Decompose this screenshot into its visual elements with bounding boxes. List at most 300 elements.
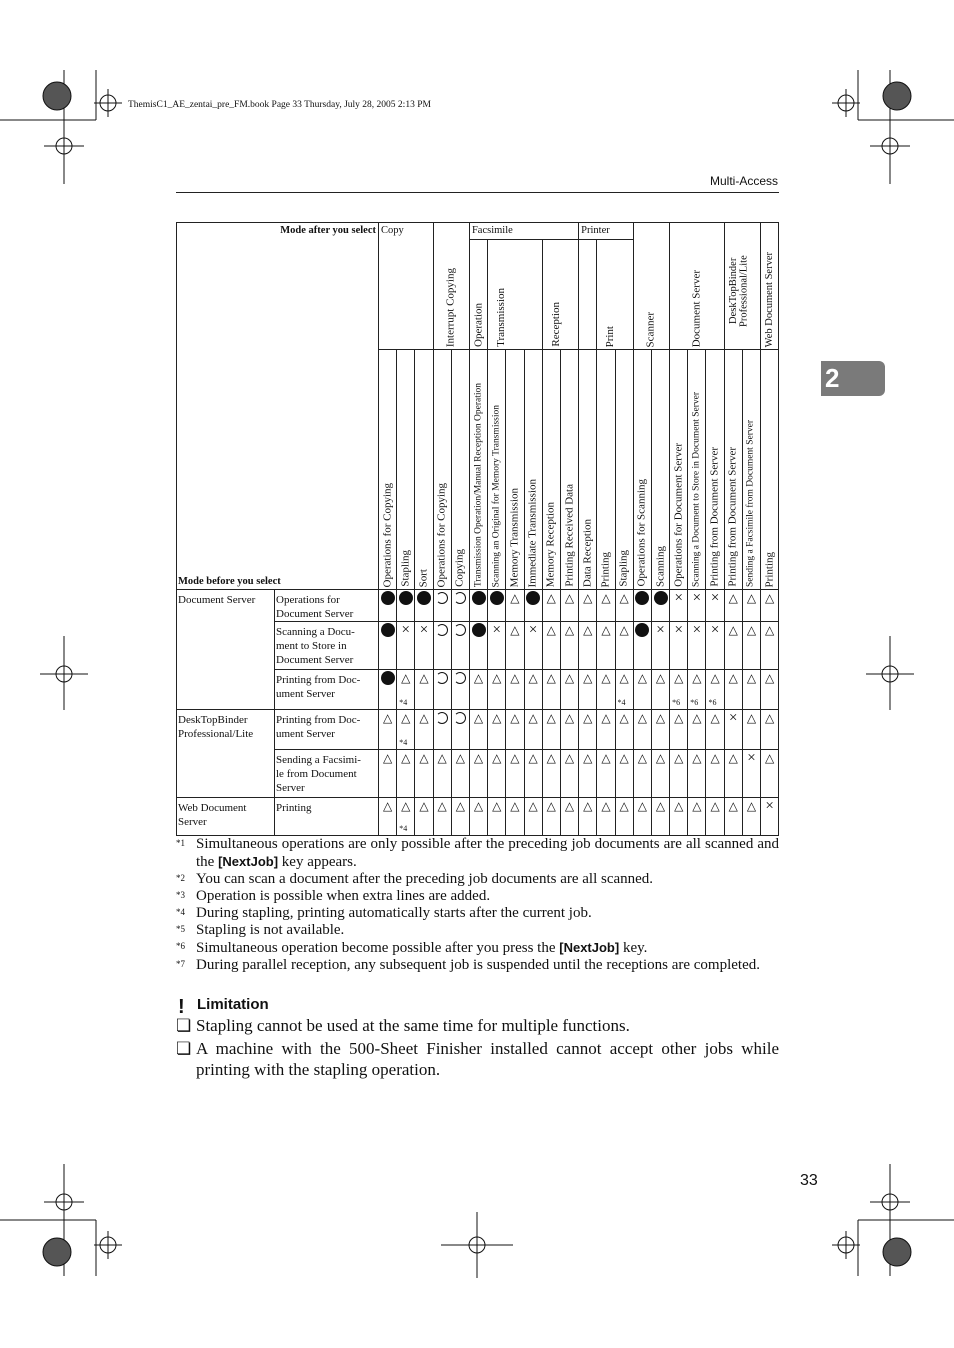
matrix-cell — [524, 798, 542, 836]
matrix-cell — [415, 670, 433, 710]
matrix-cell — [670, 750, 688, 798]
multi-access-table — [176, 222, 779, 836]
row-label: Printing from Doc- ument Server — [275, 710, 379, 750]
matrix-cell — [724, 670, 742, 710]
matrix-cell — [433, 590, 451, 622]
triangle-icon: △ — [710, 799, 720, 813]
limitation-item: ❏ A machine with the 500-Sheet Finisher installed cannot accept other jobs while printing with the stapling operation. — [176, 1039, 779, 1079]
matrix-cell — [633, 622, 651, 670]
cross-icon: × — [747, 750, 756, 766]
matrix-cell — [688, 622, 706, 670]
column-header: Stapling — [615, 350, 633, 590]
column-header: Printing from Document Server — [724, 350, 742, 590]
full-circle-icon — [381, 623, 395, 637]
full-circle-icon — [635, 623, 649, 637]
matrix-cell — [506, 670, 524, 710]
triangle-icon: △ — [382, 799, 393, 813]
matrix-cell — [379, 670, 397, 710]
cross-icon: × — [492, 622, 501, 638]
triangle-icon: △ — [765, 671, 775, 685]
matrix-cell — [579, 798, 597, 836]
column-header: Data Reception — [579, 350, 597, 590]
matrix-cell — [397, 622, 415, 670]
matrix-cell — [433, 798, 451, 836]
triangle-icon: △ — [746, 671, 757, 685]
triangle-icon: △ — [637, 671, 647, 685]
matrix-cell — [488, 750, 506, 798]
mode-before-label: Mode before you select — [178, 576, 281, 587]
full-circle-icon — [490, 591, 504, 605]
row-group-label: Document Server — [177, 590, 275, 710]
matrix-cell — [506, 798, 524, 836]
triangle-icon: △ — [510, 671, 520, 685]
triangle-icon: △ — [419, 799, 429, 813]
matrix-cell — [524, 622, 542, 670]
triangle-icon: △ — [546, 799, 556, 813]
matrix-cell — [397, 798, 415, 836]
triangle-icon: △ — [710, 751, 720, 765]
footnote-ref: *4 — [617, 698, 626, 707]
matrix-cell — [615, 622, 633, 670]
matrix-cell — [615, 670, 633, 710]
matrix-cell — [742, 798, 760, 836]
matrix-cell — [670, 670, 688, 710]
triangle-icon: △ — [692, 799, 702, 813]
full-circle-icon — [635, 591, 649, 605]
full-circle-icon — [417, 591, 431, 605]
matrix-cell — [724, 590, 742, 622]
triangle-icon: △ — [510, 711, 520, 725]
matrix-cell — [433, 622, 451, 670]
triangle-icon: △ — [492, 799, 502, 813]
matrix-cell — [670, 798, 688, 836]
matrix-cell — [597, 590, 615, 622]
matrix-cell — [724, 710, 742, 750]
matrix-cell — [560, 622, 578, 670]
matrix-cell — [469, 670, 487, 710]
triangle-icon: △ — [674, 751, 684, 765]
triangle-icon: △ — [746, 623, 757, 637]
triangle-icon: △ — [437, 751, 447, 765]
triangle-icon: △ — [728, 799, 738, 813]
matrix-cell — [761, 710, 779, 750]
triangle-icon: △ — [601, 623, 611, 637]
column-header: Scanning a Document to Store in Document Server — [688, 350, 706, 590]
column-header: Scanning an Original for Memory Transmission — [488, 350, 506, 590]
footnote-ref: *6 — [672, 698, 681, 707]
footnotes — [176, 836, 779, 974]
column-header: Stapling — [397, 350, 415, 590]
matrix-cell — [560, 590, 578, 622]
matrix-cell — [451, 622, 469, 670]
chapter-tab: 2 — [821, 361, 885, 396]
matrix-cell — [379, 622, 397, 670]
running-header: Multi-Access — [709, 174, 778, 188]
matrix-cell — [488, 622, 506, 670]
triangle-icon: △ — [728, 751, 738, 765]
matrix-cell — [579, 670, 597, 710]
footnote-ref: *6 — [690, 698, 699, 707]
triangle-icon: △ — [637, 751, 647, 765]
matrix-cell — [451, 750, 469, 798]
mode-after-label: Mode after you select — [280, 225, 376, 236]
triangle-icon: △ — [510, 623, 520, 637]
matrix-cell — [651, 798, 669, 836]
matrix-cell — [469, 798, 487, 836]
column-header: Printing — [597, 350, 615, 590]
half-circle-icon — [454, 592, 466, 604]
cross-icon: × — [656, 622, 665, 638]
column-header: Sort — [415, 350, 433, 590]
row-group-label: Web Document Server — [177, 798, 275, 836]
cross-icon: × — [674, 590, 683, 606]
matrix-cell — [706, 798, 724, 836]
checkbox-bullet-icon: ❏ — [176, 1016, 192, 1035]
triangle-icon: △ — [637, 799, 647, 813]
subgroup-data-reception-blank — [579, 240, 597, 350]
table-row — [177, 590, 779, 622]
row-group-label: DeskTopBinder Professional/Lite — [177, 710, 275, 798]
matrix-cell — [415, 710, 433, 750]
subgroup-reception: Reception — [542, 240, 578, 350]
triangle-icon: △ — [510, 799, 520, 813]
triangle-icon: △ — [619, 799, 629, 813]
matrix-cell — [706, 590, 724, 622]
triangle-icon: △ — [419, 711, 429, 725]
matrix-cell — [415, 622, 433, 670]
triangle-icon: △ — [728, 623, 738, 637]
triangle-icon: △ — [546, 751, 556, 765]
full-circle-icon — [381, 671, 395, 685]
triangle-icon: △ — [655, 799, 666, 813]
matrix-cell — [560, 750, 578, 798]
triangle-icon: △ — [583, 751, 593, 765]
limitation-section — [176, 996, 779, 1080]
column-header: Operations for Copying — [379, 350, 397, 590]
matrix-cell — [761, 622, 779, 670]
page-number: 33 — [800, 1172, 818, 1189]
triangle-icon: △ — [655, 711, 666, 725]
matrix-cell — [706, 710, 724, 750]
matrix-cell — [706, 750, 724, 798]
matrix-cell — [415, 590, 433, 622]
matrix-cell — [670, 622, 688, 670]
header-rule — [176, 192, 779, 193]
subgroup-print: Print — [597, 240, 633, 350]
matrix-cell — [651, 710, 669, 750]
triangle-icon: △ — [382, 711, 393, 725]
nextjob-key-label: [NextJob] — [218, 854, 279, 869]
exclamation-icon: ! — [178, 996, 185, 1018]
triangle-icon: △ — [564, 751, 575, 765]
footnote: *3 Operation is possible when extra lines are added. — [176, 888, 491, 904]
full-circle-icon — [399, 591, 413, 605]
matrix-cell — [579, 590, 597, 622]
matrix-cell — [597, 670, 615, 710]
column-header: Printing from Document Server — [706, 350, 724, 590]
full-circle-icon — [472, 623, 486, 637]
cross-icon: × — [710, 590, 720, 606]
matrix-cell — [379, 710, 397, 750]
triangle-icon: △ — [528, 711, 538, 725]
matrix-cell — [524, 750, 542, 798]
footnote: *2 You can scan a document after the preceding job documents are all scanned. — [176, 871, 654, 887]
matrix-cell — [579, 750, 597, 798]
triangle-icon: △ — [601, 751, 611, 765]
half-circle-icon — [454, 624, 466, 636]
matrix-cell — [488, 590, 506, 622]
matrix-cell — [742, 622, 760, 670]
triangle-icon: △ — [583, 591, 593, 605]
triangle-icon: △ — [655, 671, 666, 685]
matrix-cell — [542, 798, 560, 836]
full-circle-icon — [654, 591, 668, 605]
row-label: Operations for Document Server — [275, 590, 379, 622]
triangle-icon: △ — [492, 671, 502, 685]
matrix-cell — [742, 670, 760, 710]
triangle-icon: △ — [546, 591, 556, 605]
cross-icon: × — [692, 622, 702, 638]
matrix-cell — [433, 670, 451, 710]
triangle-icon: △ — [765, 751, 775, 765]
matrix-cell — [560, 670, 578, 710]
half-circle-icon — [436, 712, 448, 724]
group-document-server: Document Server — [670, 223, 725, 350]
matrix-cell — [451, 590, 469, 622]
column-header: Copying — [451, 350, 469, 590]
triangle-icon: △ — [455, 799, 465, 813]
matrix-cell — [560, 710, 578, 750]
row-label: Scanning a Docu- ment to Store in Document Server — [275, 622, 379, 670]
matrix-cell — [542, 590, 560, 622]
column-header: Memory Reception — [542, 350, 560, 590]
matrix-cell — [451, 670, 469, 710]
triangle-icon: △ — [564, 623, 575, 637]
triangle-icon: △ — [528, 671, 538, 685]
matrix-cell — [542, 622, 560, 670]
row-label: Printing from Doc- ument Server — [275, 670, 379, 710]
matrix-cell — [633, 798, 651, 836]
matrix-cell — [542, 670, 560, 710]
matrix-cell — [742, 750, 760, 798]
matrix-cell — [488, 798, 506, 836]
cross-icon: × — [710, 622, 720, 638]
matrix-cell — [433, 750, 451, 798]
subgroup-transmission: Transmission — [488, 240, 543, 350]
limitation-item: ❏ Stapling cannot be used at the same time for multiple functions. — [176, 1016, 630, 1035]
triangle-icon: △ — [564, 711, 575, 725]
triangle-icon: △ — [655, 751, 666, 765]
matrix-cell — [761, 750, 779, 798]
matrix-cell — [506, 622, 524, 670]
triangle-icon: △ — [492, 751, 502, 765]
group-desktopbinder: DeskTopBinder Professional/Lite — [724, 223, 760, 350]
matrix-cell — [761, 590, 779, 622]
column-header: Printing — [761, 350, 779, 590]
matrix-cell — [469, 622, 487, 670]
triangle-icon: △ — [382, 751, 393, 765]
table-row — [177, 798, 779, 836]
half-circle-icon — [436, 624, 448, 636]
matrix-cell — [688, 750, 706, 798]
matrix-cell — [706, 622, 724, 670]
matrix-cell — [706, 670, 724, 710]
matrix-cell — [742, 710, 760, 750]
matrix-cell — [469, 710, 487, 750]
triangle-icon: △ — [528, 751, 538, 765]
triangle-icon: △ — [492, 711, 502, 725]
triangle-icon: △ — [419, 751, 429, 765]
footnote: *1 Simultaneous operations are only possible after the preceding job documents are all scanned and the [NextJob] key appears. — [176, 836, 779, 870]
matrix-cell — [597, 622, 615, 670]
matrix-cell — [724, 750, 742, 798]
footnote: *4 During stapling, printing automatically starts after the current job. — [176, 905, 592, 921]
triangle-icon: △ — [510, 591, 520, 605]
matrix-cell — [579, 710, 597, 750]
triangle-icon: △ — [455, 751, 465, 765]
matrix-cell — [597, 750, 615, 798]
cross-icon: × — [729, 710, 738, 726]
triangle-icon: △ — [419, 671, 429, 685]
triangle-icon: △ — [546, 671, 556, 685]
triangle-icon: △ — [619, 623, 629, 637]
matrix-cell — [651, 622, 669, 670]
group-web-document-server: Web Document Server — [761, 223, 779, 350]
triangle-icon: △ — [583, 799, 593, 813]
triangle-icon: △ — [692, 711, 702, 725]
matrix-cell — [524, 710, 542, 750]
full-circle-icon — [472, 591, 486, 605]
table-row — [177, 710, 779, 750]
triangle-icon: △ — [637, 711, 647, 725]
matrix-cell — [633, 710, 651, 750]
triangle-icon: △ — [583, 711, 593, 725]
triangle-icon: △ — [401, 799, 411, 813]
triangle-icon: △ — [564, 799, 575, 813]
triangle-icon: △ — [401, 671, 411, 685]
triangle-icon: △ — [473, 799, 484, 813]
triangle-icon: △ — [692, 671, 702, 685]
cross-icon: × — [528, 622, 538, 638]
matrix-cell — [615, 590, 633, 622]
matrix-cell — [560, 798, 578, 836]
nextjob-key-label: [NextJob] — [559, 940, 620, 955]
matrix-cell — [670, 590, 688, 622]
footnote-ref: *4 — [399, 698, 408, 707]
matrix-cell — [670, 710, 688, 750]
table-corner — [177, 223, 379, 590]
cross-icon: × — [401, 622, 411, 638]
triangle-icon: △ — [692, 751, 702, 765]
triangle-icon: △ — [728, 591, 738, 605]
triangle-icon: △ — [528, 799, 538, 813]
cross-icon: × — [765, 798, 774, 814]
column-header: Transmission Operation/Manual Reception Operation — [469, 350, 487, 590]
matrix-cell — [633, 670, 651, 710]
matrix-cell — [379, 750, 397, 798]
triangle-icon: △ — [473, 711, 484, 725]
matrix-cell — [633, 750, 651, 798]
matrix-cell — [488, 670, 506, 710]
full-circle-icon — [526, 591, 540, 605]
matrix-cell — [724, 798, 742, 836]
triangle-icon: △ — [583, 671, 593, 685]
matrix-cell — [651, 750, 669, 798]
column-header: Operations for Document Server — [670, 350, 688, 590]
footnote: *6 Simultaneous operation become possible after you press the [NextJob] key. — [176, 940, 648, 956]
matrix-cell — [397, 670, 415, 710]
matrix-cell — [542, 750, 560, 798]
triangle-icon: △ — [619, 671, 629, 685]
half-circle-icon — [436, 592, 448, 604]
triangle-icon: △ — [601, 671, 611, 685]
matrix-cell — [451, 798, 469, 836]
triangle-icon: △ — [546, 623, 556, 637]
triangle-icon: △ — [473, 751, 484, 765]
column-header: Printing Received Data — [560, 350, 578, 590]
matrix-cell — [524, 670, 542, 710]
matrix-cell — [615, 710, 633, 750]
matrix-cell — [579, 622, 597, 670]
matrix-cell — [397, 590, 415, 622]
group-scanner: Scanner — [633, 223, 669, 350]
footnote: *7 During parallel reception, any subsequent job is suspended until the receptions are completed. — [176, 957, 761, 973]
triangle-icon: △ — [401, 751, 411, 765]
footnote-ref: *6 — [708, 698, 717, 707]
group-printer: Printer — [579, 223, 634, 240]
triangle-icon: △ — [601, 591, 611, 605]
checkbox-bullet-icon: ❏ — [176, 1039, 192, 1058]
matrix-cell — [597, 710, 615, 750]
print-stamp: ThemisC1_AE_zentai_pre_FM.book Page 33 Thursday, July 28, 2005 2:13 PM — [128, 100, 431, 110]
matrix-cell — [688, 710, 706, 750]
matrix-cell — [379, 798, 397, 836]
row-label: Sending a Facsimi- le from Document Server — [275, 750, 379, 798]
matrix-cell — [524, 590, 542, 622]
matrix-cell — [542, 710, 560, 750]
matrix-cell — [742, 590, 760, 622]
matrix-cell — [761, 798, 779, 836]
matrix-cell — [379, 590, 397, 622]
triangle-icon: △ — [619, 711, 629, 725]
matrix-cell — [633, 590, 651, 622]
triangle-icon: △ — [619, 751, 629, 765]
matrix-cell — [651, 670, 669, 710]
triangle-icon: △ — [765, 623, 775, 637]
full-circle-icon — [381, 591, 395, 605]
triangle-icon: △ — [674, 799, 684, 813]
column-header: Operations for Copying — [433, 350, 451, 590]
triangle-icon: △ — [564, 671, 575, 685]
triangle-icon: △ — [710, 711, 720, 725]
triangle-icon: △ — [546, 711, 556, 725]
matrix-cell — [688, 590, 706, 622]
matrix-cell — [506, 750, 524, 798]
matrix-cell — [415, 750, 433, 798]
triangle-icon: △ — [746, 711, 757, 725]
column-header: Sending a Facsimile from Document Server — [742, 350, 760, 590]
triangle-icon: △ — [746, 799, 757, 813]
half-circle-icon — [454, 712, 466, 724]
triangle-icon: △ — [401, 711, 411, 725]
cross-icon: × — [419, 622, 429, 638]
group-copy: Copy — [379, 223, 434, 350]
triangle-icon: △ — [746, 591, 757, 605]
matrix-cell — [433, 710, 451, 750]
half-circle-icon — [454, 672, 466, 684]
matrix-cell — [615, 798, 633, 836]
triangle-icon: △ — [437, 799, 447, 813]
